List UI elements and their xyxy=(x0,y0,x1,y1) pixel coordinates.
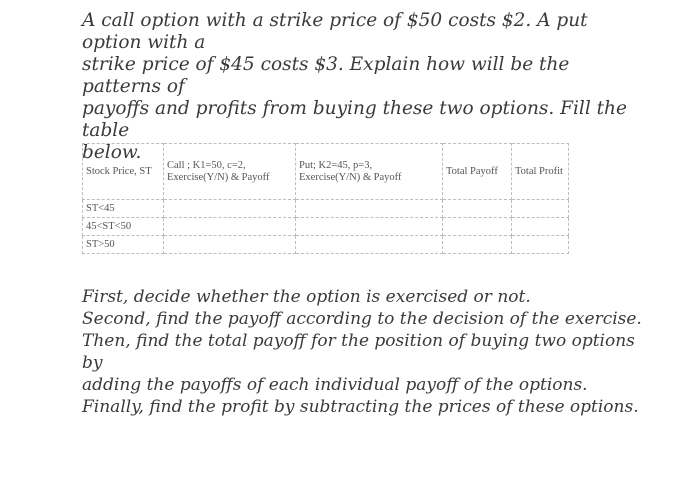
cell-total-payoff xyxy=(443,200,512,218)
instruction-line: First, decide whether the option is exercised or not. xyxy=(82,287,531,307)
header-put-line1: Put; K2=45, p=3, xyxy=(299,159,373,171)
cell-put xyxy=(296,236,443,254)
question-line: A call option with a strike price of $50 costs $2. A put option with a xyxy=(82,10,588,53)
header-total-payoff: Total Payoff xyxy=(443,144,512,200)
row-range: ST<45 xyxy=(83,200,164,218)
instructions-text xyxy=(82,286,642,418)
header-call-line1: Call ; K1=50, c=2, xyxy=(167,159,246,171)
cell-total-payoff xyxy=(443,218,512,236)
cell-put xyxy=(296,200,443,218)
cell-call xyxy=(164,236,296,254)
header-put xyxy=(296,144,443,200)
cell-put xyxy=(296,218,443,236)
cell-total-profit xyxy=(512,236,569,254)
instruction-line: Then, find the total payoff for the position of buying two options by xyxy=(82,331,635,373)
table-row xyxy=(83,236,569,254)
table-header-row xyxy=(83,144,569,200)
header-stock-price: Stock Price, ST xyxy=(83,144,164,200)
payoff-table xyxy=(82,143,569,254)
question-text xyxy=(82,10,642,164)
header-total-profit: Total Profit xyxy=(512,144,569,200)
cell-call xyxy=(164,200,296,218)
instruction-line: Finally, find the profit by subtracting the prices of these options. xyxy=(82,397,639,417)
cell-call xyxy=(164,218,296,236)
row-range: ST>50 xyxy=(83,236,164,254)
table-row xyxy=(83,218,569,236)
question-line: strike price of $45 costs $3. Explain how will be the patterns of xyxy=(82,54,570,97)
question-line: payoffs and profits from buying these two options. Fill the table xyxy=(82,98,627,141)
cell-total-profit xyxy=(512,218,569,236)
instruction-line: Second, find the payoff according to the decision of the exercise. xyxy=(82,309,642,329)
table-row xyxy=(83,200,569,218)
header-call-line2: Exercise(Y/N) & Payoff xyxy=(167,171,270,183)
question-line: below. xyxy=(82,142,142,163)
header-put-line2: Exercise(Y/N) & Payoff xyxy=(299,171,402,183)
row-range: 45<ST<50 xyxy=(83,218,164,236)
cell-total-payoff xyxy=(443,236,512,254)
cell-total-profit xyxy=(512,200,569,218)
header-call xyxy=(164,144,296,200)
instruction-line: adding the payoffs of each individual payoff of the options. xyxy=(82,375,588,395)
